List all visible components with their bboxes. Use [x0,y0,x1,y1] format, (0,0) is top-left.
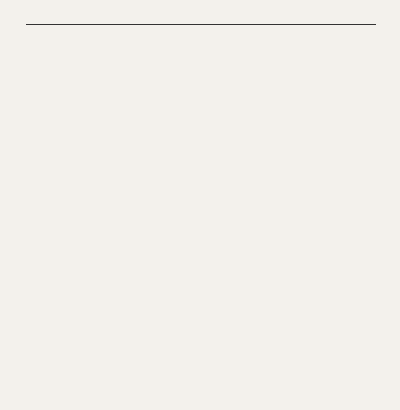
numbered-item [26,220,376,232]
subheading [26,129,376,141]
numbered-item [26,207,376,219]
subheading [26,101,376,113]
numbered-items [26,207,376,232]
body-paragraph [26,115,376,127]
body-paragraph [26,87,376,99]
body-paragraph [26,143,376,155]
body-text [26,31,376,232]
subheading [26,73,376,85]
section-heading [42,175,376,189]
body-paragraph [26,59,376,71]
header-rule [26,24,376,25]
body-paragraph [26,31,376,43]
body-paragraph [26,45,376,57]
body-paragraph [26,157,376,169]
body-paragraph [26,193,376,205]
